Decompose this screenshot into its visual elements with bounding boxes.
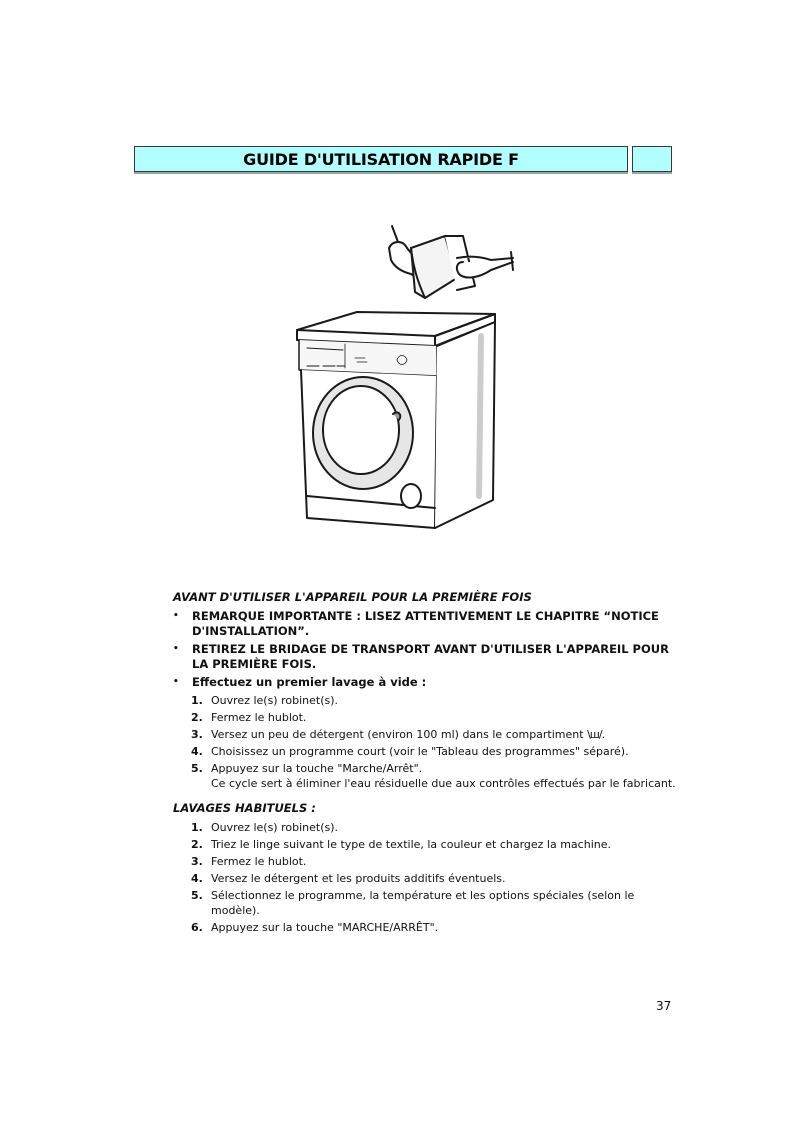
washing-machine-icon: [297, 312, 495, 528]
bullet-icon: •: [173, 611, 179, 621]
step-item: [191, 888, 683, 918]
step-item: [191, 693, 683, 708]
washing-machine-illustration: [285, 218, 535, 548]
step-text: Sélectionnez le programme, la température et les options spéciales (selon le modèle).: [211, 889, 635, 917]
step-item: [191, 710, 683, 725]
step-number: 5.: [191, 762, 203, 775]
step-item: [191, 727, 683, 742]
bullet-item: [173, 675, 683, 690]
step-number: 1.: [191, 821, 203, 834]
step-text: Versez un peu de détergent (environ 100 ml) dans le compartiment: [211, 728, 584, 741]
step-number: 2.: [191, 838, 203, 851]
step-text: Fermez le hublot.: [211, 711, 307, 724]
section-title-regular-wash: LAVAGES HABITUELS :: [173, 801, 316, 815]
step-text-wrapper: [211, 727, 683, 742]
step-text: Choisissez un programme court (voir le "Tableau des programmes" séparé).: [211, 745, 629, 758]
step-text: Appuyez sur la touche "MARCHE/ARRÊT".: [211, 921, 439, 934]
step-item: [191, 761, 683, 791]
bullet-item: [173, 609, 683, 639]
page-title: GUIDE D'UTILISATION RAPIDE F: [243, 149, 519, 169]
header-side-box: [632, 146, 672, 172]
step-number: 5.: [191, 889, 203, 902]
content: [173, 590, 683, 937]
step-item: [191, 744, 683, 759]
step-text: Fermez le hublot.: [211, 855, 307, 868]
step-number: 2.: [191, 711, 203, 724]
step-number: 6.: [191, 921, 203, 934]
first-use-steps: [191, 693, 683, 791]
hands-with-manual-icon: [389, 226, 513, 298]
step-number: 1.: [191, 694, 203, 707]
step-item: [191, 837, 683, 852]
step-number: 3.: [191, 728, 203, 741]
bullet-text: Effectuez un premier lavage à vide :: [192, 675, 427, 689]
detergent-compartment-icon: \ш/: [587, 728, 602, 741]
step-number: 4.: [191, 872, 203, 885]
step-text-end: .: [601, 728, 606, 741]
step-text: Appuyez sur la touche "Marche/Arrêt".: [211, 762, 423, 775]
page-number: 37: [656, 999, 672, 1013]
bullet-text: RETIREZ LE BRIDAGE DE TRANSPORT AVANT D'UTILISER L'APPAREIL POUR LA PREMIÈRE FOIS.: [192, 642, 669, 671]
step-text: Versez le détergent et les produits additifs éventuels.: [211, 872, 506, 885]
step-note: Ce cycle sert à éliminer l'eau résiduelle due aux contrôles effectués par le fabricant.: [211, 777, 676, 790]
step-text: Triez le linge suivant le type de textile, la couleur et chargez la machine.: [211, 838, 611, 851]
step-item: [191, 854, 683, 869]
section-title-first-use: AVANT D'UTILISER L'APPAREIL POUR LA PREMIÈRE FOIS: [173, 590, 532, 604]
step-text: Ouvrez le(s) robinet(s).: [211, 821, 339, 834]
step-text-wrapper: [211, 761, 683, 791]
step-number: 4.: [191, 745, 203, 758]
header-title-box: [134, 146, 628, 172]
bullet-text: REMARQUE IMPORTANTE : LISEZ ATTENTIVEMENT LE CHAPITRE “NOTICE D'INSTALLATION”.: [192, 609, 659, 638]
step-text: Ouvrez le(s) robinet(s).: [211, 694, 339, 707]
regular-wash-steps: [191, 820, 683, 935]
bullet-icon: •: [173, 677, 179, 687]
step-item: [191, 920, 683, 935]
bullet-icon: •: [173, 644, 179, 654]
step-item: [191, 820, 683, 835]
step-number: 3.: [191, 855, 203, 868]
step-item: [191, 871, 683, 886]
bullet-item: [173, 642, 683, 672]
